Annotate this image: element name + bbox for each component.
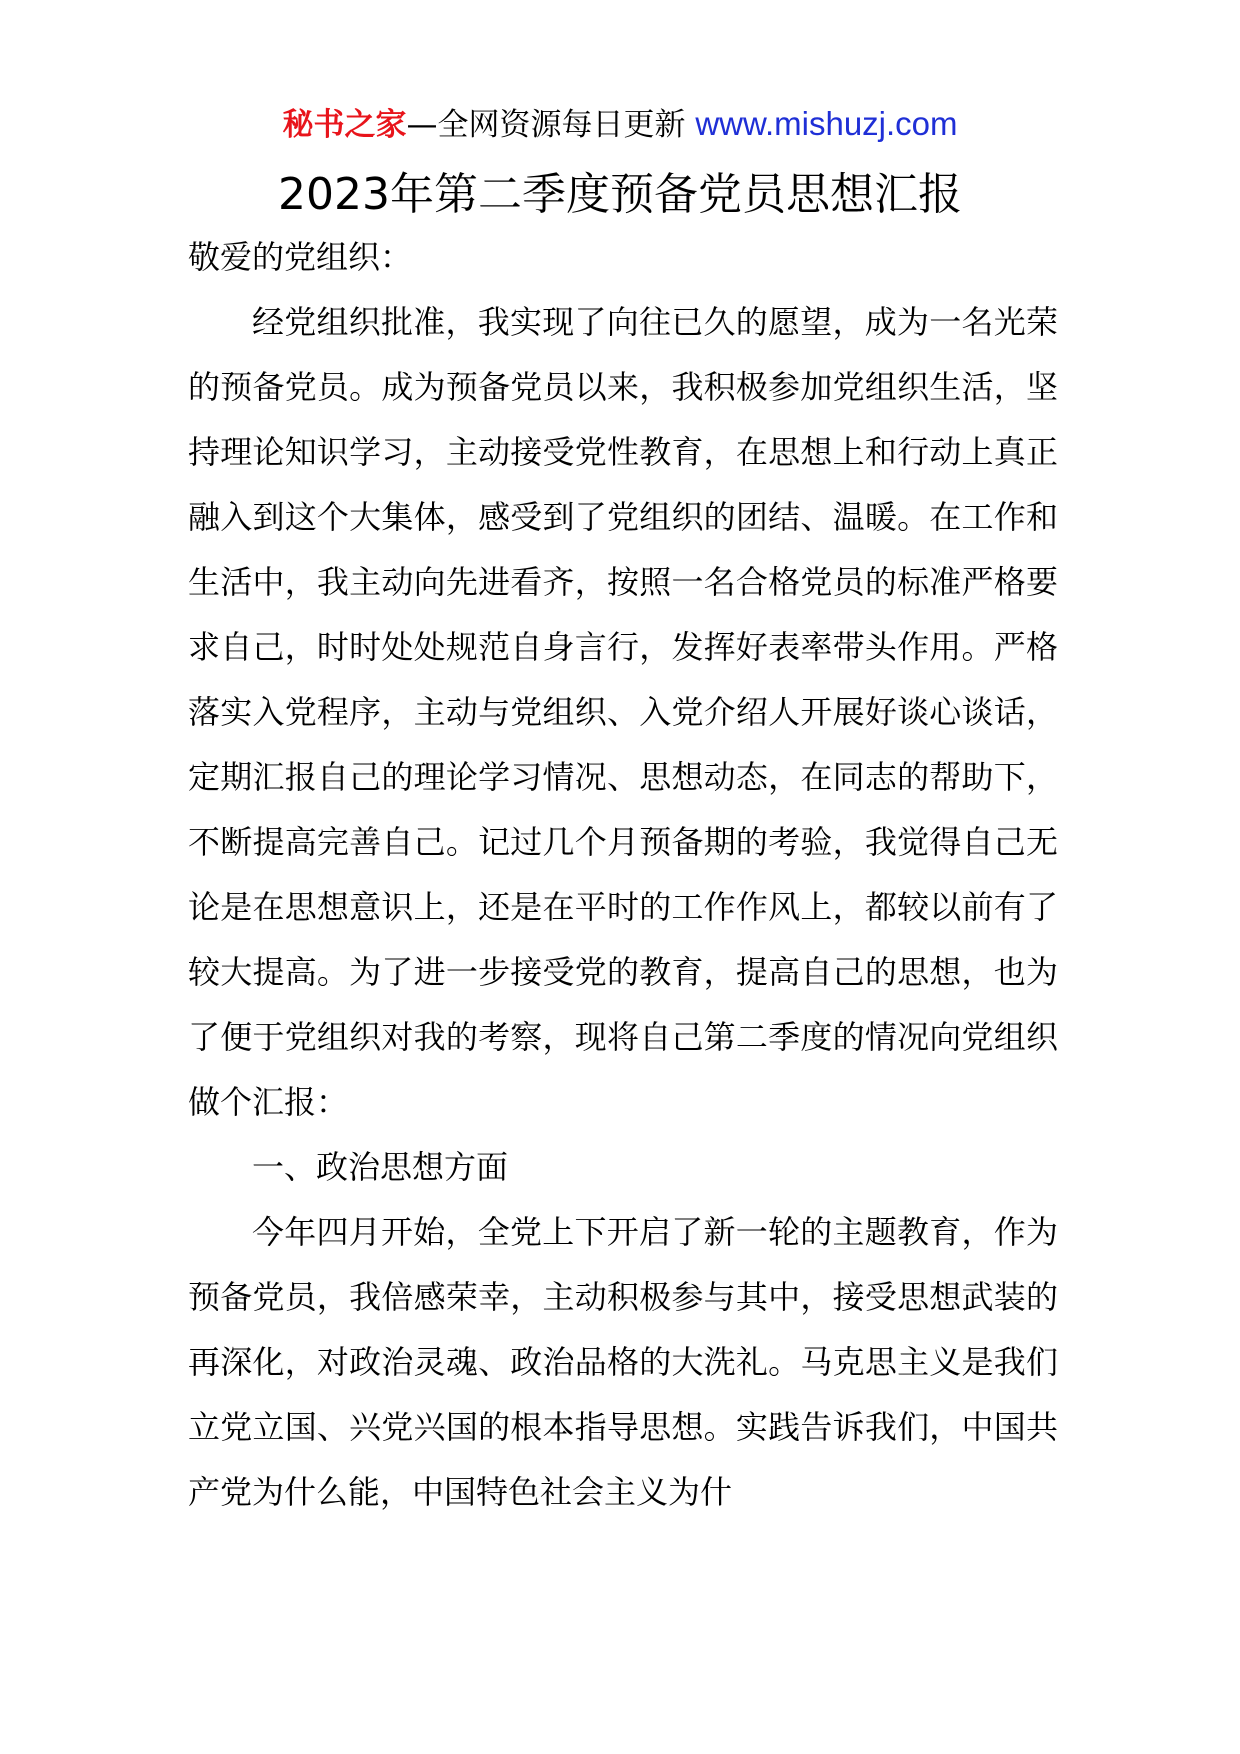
banner-slogan: —全网资源每日更新 bbox=[406, 107, 696, 143]
site-link[interactable]: www.mishuzj.com bbox=[695, 105, 958, 142]
source-banner bbox=[0, 100, 1240, 149]
paragraph-political: 今年四月开始，全党上下开启了新一轮的主题教育，作为预备党员，我倍感荣幸，主动积极参与其中，接受思想武装的再深化，对政治灵魂、政治品格的大洗礼。马克思主义是我们立党立国、兴党兴国的根本指导思想。实践告诉我们，中国共产党为什么能，中国特色社会主义为什 bbox=[188, 1213, 1058, 1511]
paragraph-intro: 经党组织批准，我实现了向往已久的愿望，成为一名光荣的预备党员。成为预备党员以来，我积极参加党组织生活，坚持理论知识学习，主动接受党性教育，在思想上和行动上真正融入到这个大集体，感受到了党组织的团结、温暖。在工作和生活中，我主动向先进看齐，按照一名合格党员的标准严格要求自己，时时处处规范自身言行，发挥好表率带头作用。严格落实入党程序，主动与党组织、入党介绍人开展好谈心谈话，定期汇报自己的理论学习情况、思想动态，在同志的帮助下，不断提高完善自己。记过几个月预备期的考验，我觉得自己无论是在思想意识上，还是在平时的工作作风上，都较以前有了较大提高。为了进一步接受党的教育，提高自己的思想，也为了便于党组织对我的考察，现将自己第二季度的情况向党组织做个汇报： bbox=[188, 303, 1058, 1121]
document-body bbox=[188, 225, 1058, 1525]
brand-name: 秘书之家 bbox=[282, 107, 407, 143]
section-heading-political: 一、政治思想方面 bbox=[252, 1148, 509, 1186]
document-title: 2023年第二季度预备党员思想汇报 bbox=[278, 169, 962, 220]
salutation: 敬爱的党组织： bbox=[188, 238, 413, 276]
